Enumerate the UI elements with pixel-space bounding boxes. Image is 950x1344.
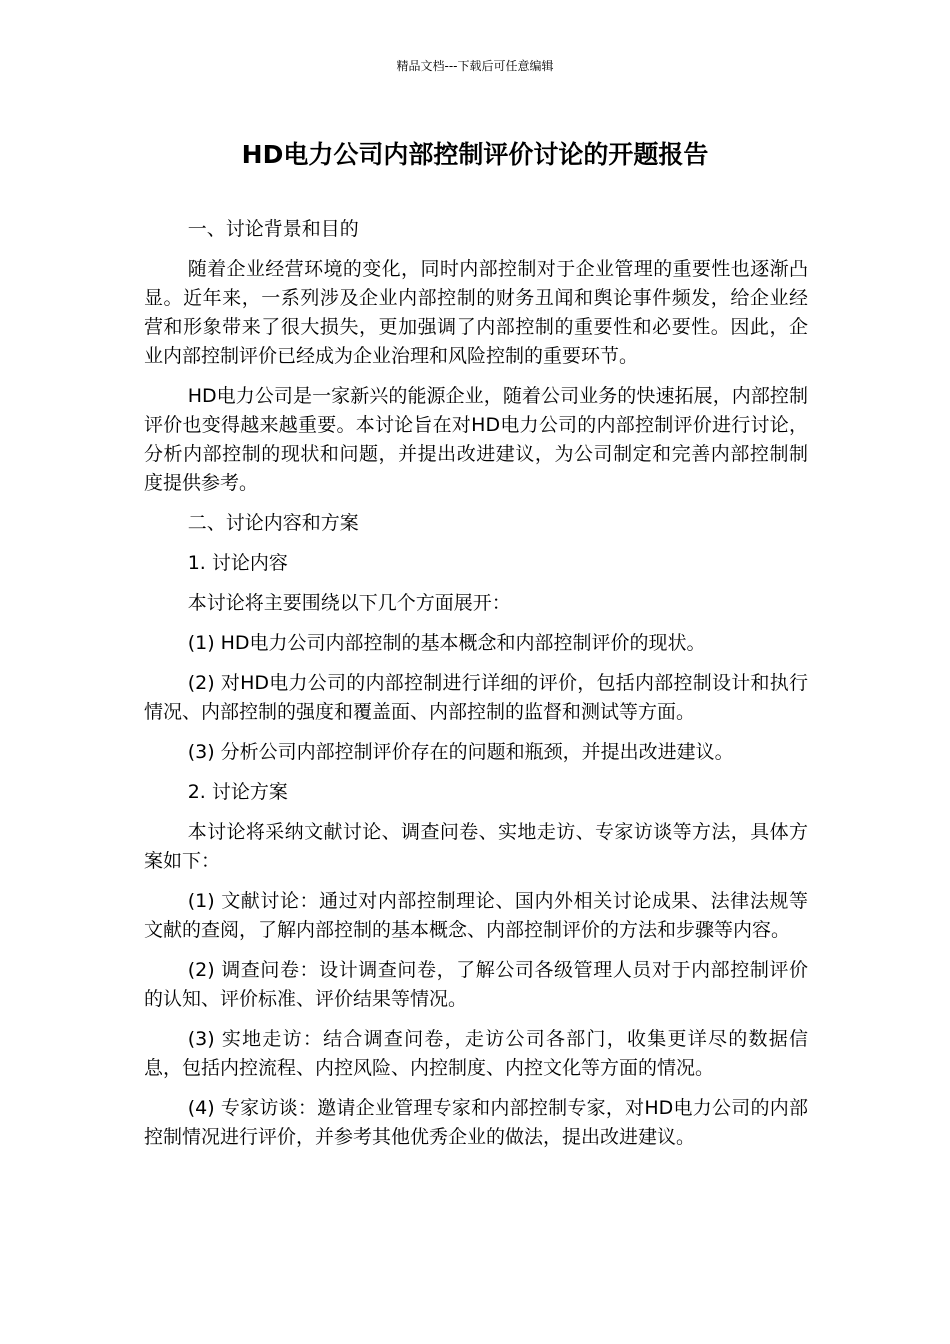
document-title: HD电力公司内部控制评价讨论的开题报告 [241, 140, 709, 169]
list-item-content-3: (3) 分析公司内部控制评价存在的问题和瓶颈，并提出改进建议。 [187, 741, 734, 763]
paragraph-background: 随着企业经营环境的变化，同时内部控制对于企业管理的重要性也逐渐凸显。近年来，一系列涉及企业内部控制的财务丑闻和舆论事件频发，给企业经营和形象带来了很大损失，更加强调了内部控制的重要性和必要性。因此，企业内部控制评价已经成为企业治理和风险控制的重要环节。 [144, 258, 808, 367]
list-item-content-1: (1) HD电力公司内部控制的基本概念和内部控制评价的现状。 [187, 632, 706, 654]
list-item-plan-3: (3) 实地走访：结合调查问卷，走访公司各部门，收集更详尽的数据信息，包括内控流程、内控风险、内控制度、内控文化等方面的情况。 [144, 1028, 808, 1079]
list-item-plan-4: (4) 专家访谈：邀请企业管理专家和内部控制专家，对HD电力公司的内部控制情况进行评价，并参考其他优秀企业的做法，提出改进建议。 [144, 1097, 808, 1148]
list-item-content-2: (2) 对HD电力公司的内部控制进行详细的评价，包括内部控制设计和执行情况、内部控制的强度和覆盖面、内部控制的监督和测试等方面。 [144, 672, 808, 723]
document-body [144, 215, 808, 1163]
page-header: 精品文档---下载后可任意编辑 [396, 59, 554, 73]
list-item-plan-1: (1) 文献讨论：通过对内部控制理论、国内外相关讨论成果、法律法规等文献的查阅，了解内部控制的基本概念、内部控制评价的方法和步骤等内容。 [144, 890, 808, 941]
paragraph-plan-intro: 本讨论将采纳文献讨论、调查问卷、实地走访、专家访谈等方法，具体方案如下： [144, 821, 808, 872]
section-heading-content-plan: 二、讨论内容和方案 [187, 512, 359, 534]
subsection-heading-content: 1. 讨论内容 [187, 552, 288, 574]
section-heading-background: 一、讨论背景和目的 [187, 218, 359, 240]
subsection-heading-plan: 2. 讨论方案 [187, 781, 288, 803]
paragraph-content-intro: 本讨论将主要围绕以下几个方面展开： [187, 592, 511, 614]
list-item-plan-2: (2) 调查问卷：设计调查问卷，了解公司各级管理人员对于内部控制评价的认知、评价标准、评价结果等情况。 [144, 959, 808, 1010]
paragraph-purpose: HD电力公司是一家新兴的能源企业，随着公司业务的快速拓展，内部控制评价也变得越来越重要。本讨论旨在对HD电力公司的内部控制评价进行讨论，分析内部控制的现状和问题，并提出改进建议，为公司制定和完善内部控制制度提供参考。 [144, 385, 808, 494]
